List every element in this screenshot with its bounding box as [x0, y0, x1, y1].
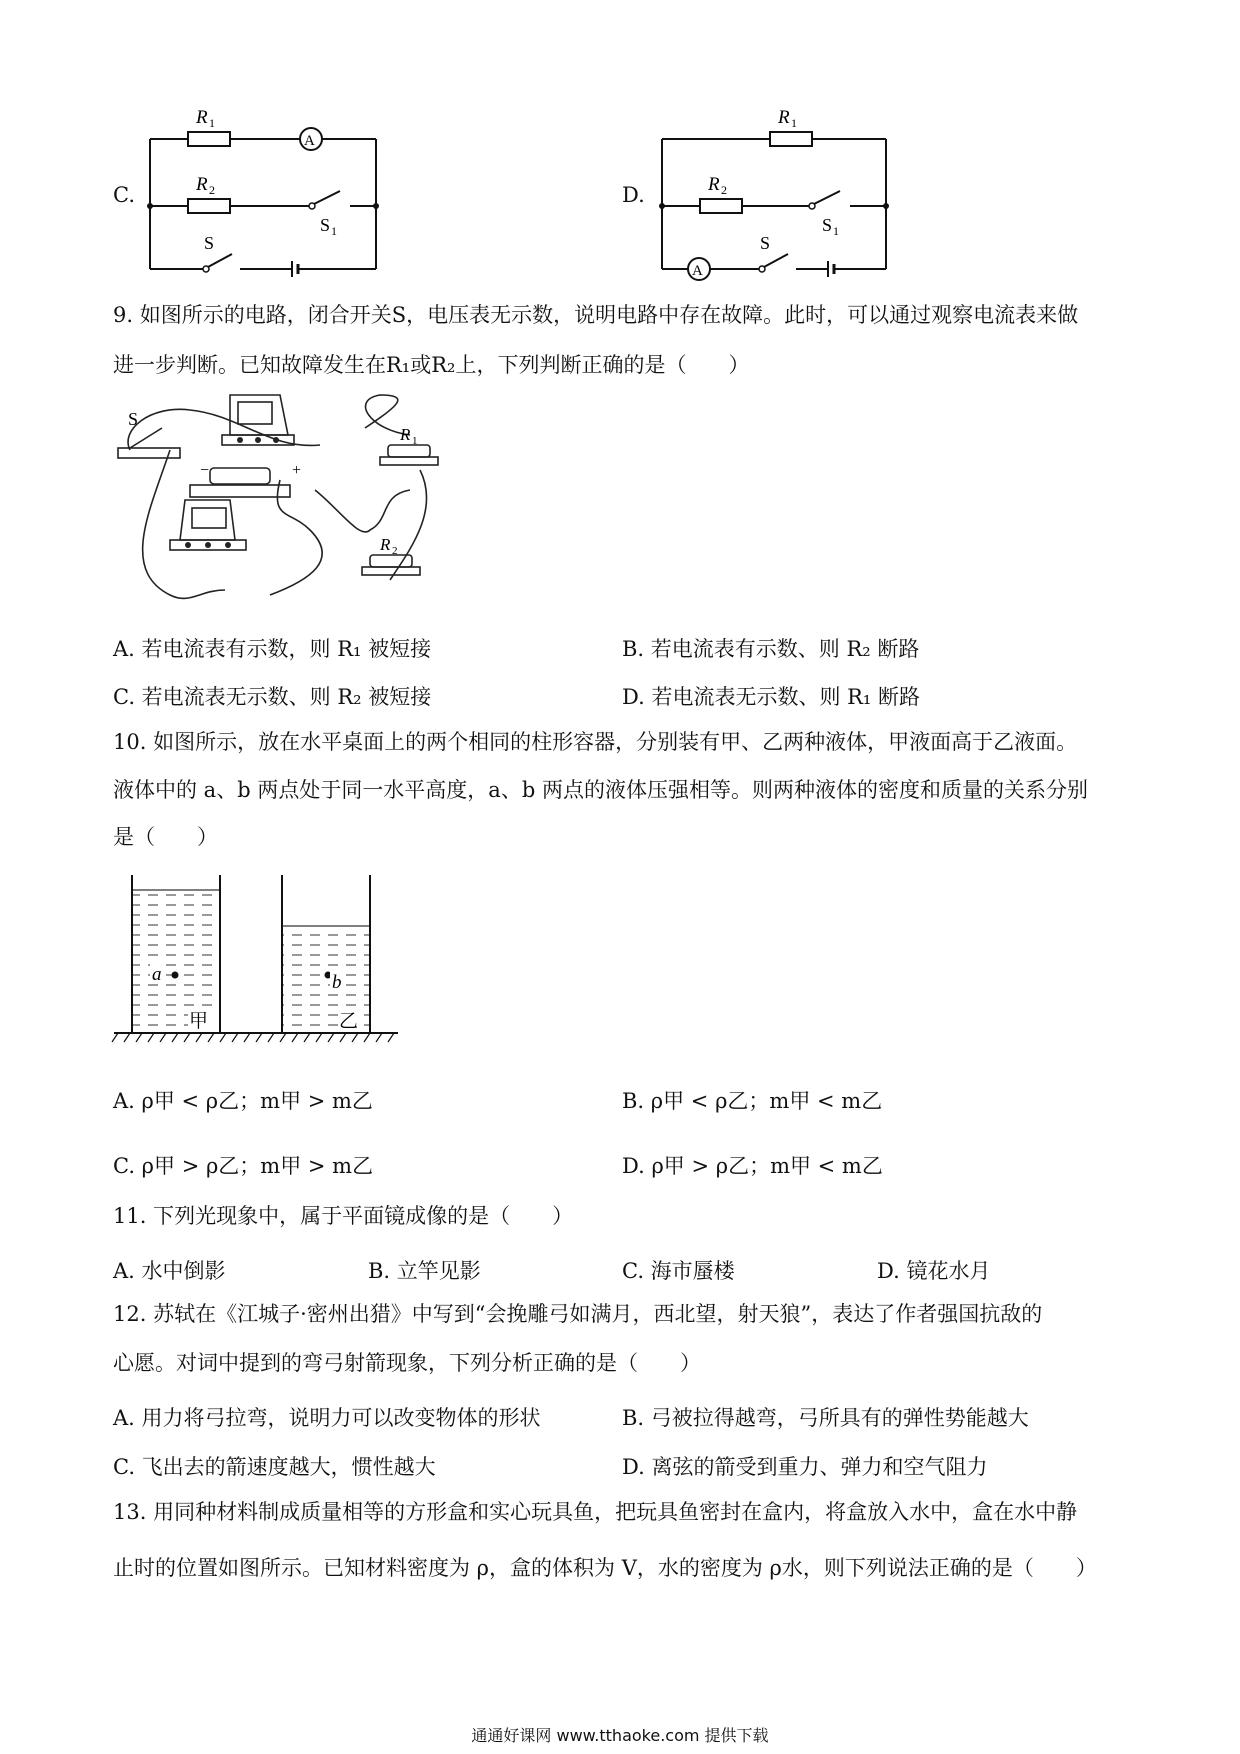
- q13-stem-line2: 止时的位置如图所示。已知材料密度为 ρ，盒的体积为 V，水的密度为 ρ水，则下列说法正确的是（ ）: [113, 1556, 1097, 1580]
- q12-option-d[interactable]: D. 离弦的箭受到重力、弹力和空气阻力: [622, 1455, 988, 1479]
- q9-option-c[interactable]: C. 若电流表无示数、则 R₂ 被短接: [113, 685, 432, 709]
- c-s-label: S: [204, 233, 215, 253]
- d-s-label: S: [760, 233, 771, 253]
- q12-option-b[interactable]: B. 弓被拉得越弯，弓所具有的弹性势能越大: [622, 1406, 1029, 1430]
- page-footer: 通通好课网 www.tthaoke.com 提供下载: [471, 1726, 769, 1745]
- q10-fig-label-jia: 甲: [189, 1011, 209, 1032]
- q12-stem-line1: 12. 苏轼在《江城子·密州出猎》中写到“会挽雕弓如满月，西北望，射天狼”，表达了作者强国抗敌的: [113, 1302, 1043, 1326]
- svg-text:1: 1: [412, 435, 418, 447]
- q10-option-d[interactable]: D. ρ甲 > ρ乙；m甲 < m乙: [622, 1154, 883, 1178]
- q11-option-a[interactable]: A. 水中倒影: [113, 1259, 226, 1283]
- q10-containers-figure: [110, 870, 410, 1050]
- q12-stem-line2: 心愿。对词中提到的弯弓射箭现象，下列分析正确的是（ ）: [113, 1351, 701, 1375]
- q12-option-a[interactable]: A. 用力将弓拉弯，说明力可以改变物体的形状: [113, 1406, 541, 1430]
- svg-text:1: 1: [791, 116, 797, 130]
- q9-option-a[interactable]: A. 若电流表有示数，则 R₁ 被短接: [113, 637, 432, 661]
- q13-stem-line1: 13. 用同种材料制成质量相等的方形盒和实心玩具鱼，把玩具鱼密封在盒内，将盒放入水中，盒在水中静: [113, 1500, 1078, 1524]
- q9-fig-battery-plus: +: [292, 462, 302, 479]
- c-r1-label: R: [196, 107, 208, 128]
- c-r2-label: R: [196, 174, 208, 195]
- q12-option-c[interactable]: C. 飞出去的箭速度越大，惯性越大: [113, 1455, 436, 1479]
- q11-option-b[interactable]: B. 立竿见影: [368, 1259, 481, 1283]
- svg-text:2: 2: [721, 183, 727, 197]
- q9-option-b[interactable]: B. 若电流表有示数、则 R₂ 断路: [622, 637, 920, 661]
- q9-physical-circuit-figure: [110, 390, 418, 615]
- svg-text:1: 1: [209, 116, 215, 130]
- q10-stem-line3: 是（ ）: [113, 825, 218, 849]
- q9-stem-line1: 9. 如图所示的电路，闭合开关S，电压表无示数，说明电路中存在故障。此时，可以通过观察电流表来做: [113, 303, 1079, 327]
- q9-stem-line2: 进一步判断。已知故障发生在R₁或R₂上，下列判断正确的是（ ）: [113, 353, 750, 377]
- q10-fig-point-b: b: [332, 972, 342, 993]
- q10-option-b[interactable]: B. ρ甲 < ρ乙；m甲 < m乙: [622, 1089, 883, 1113]
- q9-fig-r1-label: R: [400, 425, 411, 444]
- q9-fig-battery-minus: −: [200, 462, 210, 479]
- c-s1-label: S: [320, 215, 331, 235]
- q10-option-a[interactable]: A. ρ甲 < ρ乙；m甲 > m乙: [113, 1089, 373, 1113]
- q11-stem: 11. 下列光现象中，属于平面镜成像的是（ ）: [113, 1204, 574, 1228]
- q11-option-c[interactable]: C. 海市蜃楼: [622, 1259, 735, 1283]
- q10-stem-line2: 液体中的 a、b 两点处于同一水平高度，a、b 两点的液体压强相等。则两种液体的密度和质量的关系分别: [113, 778, 1088, 802]
- q10-fig-label-yi: 乙: [339, 1011, 359, 1032]
- q10-fig-point-a: a: [152, 964, 162, 985]
- c-ammeter-label: A: [304, 133, 315, 149]
- q9-fig-switch-label: S: [128, 409, 139, 429]
- svg-text:1: 1: [331, 224, 337, 238]
- q9-option-d[interactable]: D. 若电流表无示数、则 R₁ 断路: [622, 685, 921, 709]
- svg-text:2: 2: [209, 183, 215, 197]
- d-s1-label: S: [822, 215, 833, 235]
- q10-option-c[interactable]: C. ρ甲 > ρ乙；m甲 > m乙: [113, 1154, 374, 1178]
- d-r2-label: R: [708, 174, 720, 195]
- svg-text:2: 2: [392, 545, 398, 557]
- d-r1-label: R: [778, 107, 790, 128]
- d-ammeter-label: A: [692, 263, 703, 279]
- option-c-label: C.: [113, 183, 135, 207]
- svg-text:1: 1: [833, 224, 839, 238]
- q11-option-d[interactable]: D. 镜花水月: [877, 1259, 991, 1283]
- circuit-diagram-c: [140, 95, 400, 280]
- option-d-label: D.: [622, 183, 645, 207]
- q10-stem-line1: 10. 如图所示，放在水平桌面上的两个相同的柱形容器，分别装有甲、乙两种液体，甲液面高于乙液面。: [113, 730, 1078, 754]
- circuit-diagram-d: [650, 95, 910, 280]
- q9-fig-r2-label: R: [380, 535, 391, 554]
